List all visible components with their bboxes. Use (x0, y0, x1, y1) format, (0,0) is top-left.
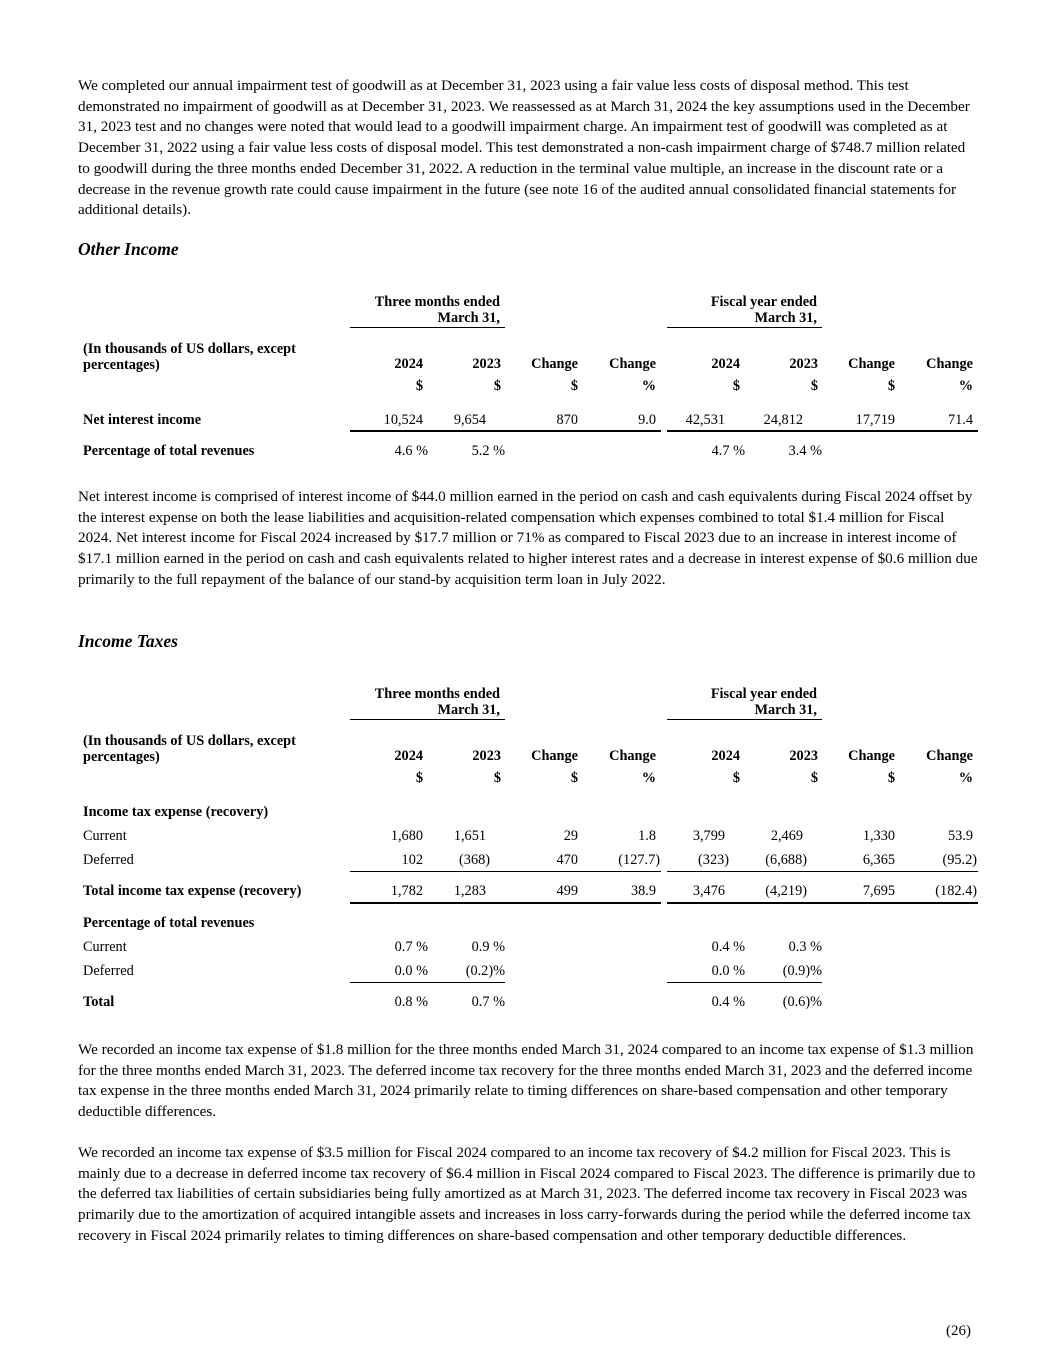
unit-label: $ (415, 378, 423, 394)
col-header: 2024 (711, 356, 740, 372)
row-label: Deferred (83, 963, 134, 979)
table-cell: 470 (556, 852, 578, 868)
table-cell: 1,283 (453, 883, 486, 899)
row-label: Current (83, 828, 127, 844)
table-cell: 0.7 % (471, 994, 505, 1010)
unit-label: % (641, 378, 656, 394)
col-header: Change (848, 356, 895, 372)
income-taxes-heading: Income Taxes (78, 631, 178, 651)
table-cell: 0.7 % (394, 939, 428, 955)
unit-label: $ (415, 770, 423, 786)
table-cell: 0.4 % (711, 994, 745, 1010)
table-cell: 1,782 (390, 883, 423, 899)
table-cell: (0.6)% (782, 994, 822, 1010)
col-header: Change (531, 356, 578, 372)
unit-label: $ (810, 378, 818, 394)
table-cell: (0.2)% (465, 963, 505, 979)
table-cell: 3,799 (692, 828, 725, 844)
table-row-current (78, 827, 978, 849)
table-cell: 1,330 (862, 828, 895, 844)
table-row-pct-current (78, 938, 978, 960)
table-row-percentage-of-revenues (78, 442, 978, 464)
col-header: Change (609, 356, 656, 372)
unit-label: $ (887, 770, 895, 786)
unit-label: % (958, 378, 973, 394)
table-cell: (127.7) (618, 852, 660, 868)
group-header-three-months: Three months ended March 31, (374, 686, 500, 718)
table-cell: 7,695 (862, 883, 895, 899)
table-row-pct-deferred (78, 962, 978, 984)
table-cell: 3,476 (692, 883, 725, 899)
unit-label: $ (570, 770, 578, 786)
table-cell: (368) (459, 852, 490, 868)
unit-label: $ (570, 378, 578, 394)
unit-label: $ (732, 378, 740, 394)
table-cell: 102 (401, 852, 423, 868)
table-cell: (0.9)% (782, 963, 822, 979)
col-header: 2023 (789, 748, 818, 764)
unit-row (78, 769, 978, 791)
year-header-row (78, 355, 978, 377)
unit-row (78, 377, 978, 399)
table-cell: 0.9 % (471, 939, 505, 955)
table-cell: 38.9 (630, 883, 656, 899)
table-cell: 9,654 (453, 412, 486, 428)
table-cell: 0.4 % (711, 939, 745, 955)
col-header: Change (926, 748, 973, 764)
col-header: Change (848, 748, 895, 764)
col-header: 2023 (472, 356, 501, 372)
label-column-header: (In thousands of US dollars, except percentages) (83, 341, 296, 373)
other-income-table (78, 290, 978, 459)
table-cell: 0.0 % (711, 963, 745, 979)
tax-paragraph-2: We recorded an income tax expense of $3.5 million for Fiscal 2024 compared to an income tax recovery of $4.2 million for Fiscal 2023. This is mainly due to a decrease in deferred income tax recovery of $6.4 million in Fiscal 2024 compared to Fiscal 2023. The difference is primarily due to the deferred tax liabilities of certain subsidiaries being fully amortized as at March 31, 2023. The deferred income tax recovery in Fiscal 2023 was primarily due to the amortization of acquired intangible assets and increases in loss carry-forwards during the period while the deferred income tax recovery in Fiscal 2024 primarily relates to timing differences on share-based compensation and other temporary deductible differences. (78, 1144, 976, 1244)
unit-label: $ (493, 770, 501, 786)
unit-label: % (958, 770, 973, 786)
table-cell: 17,719 (855, 412, 895, 428)
table-cell: 42,531 (685, 412, 725, 428)
table-cell: 4.6 % (394, 443, 428, 459)
col-header: 2024 (711, 748, 740, 764)
table-cell: 0.3 % (788, 939, 822, 955)
table-cell: (95.2) (942, 852, 977, 868)
table-cell: 1,651 (453, 828, 486, 844)
table-cell: 870 (556, 412, 578, 428)
table-cell: 24,812 (763, 412, 803, 428)
col-header: 2024 (394, 748, 423, 764)
section-label-expense: Income tax expense (recovery) (83, 804, 269, 820)
table-cell: 71.4 (947, 412, 973, 428)
table-cell: 0.8 % (394, 994, 428, 1010)
col-header: Change (609, 748, 656, 764)
row-label: Current (83, 939, 127, 955)
table-cell: (6,688) (765, 852, 807, 868)
col-header: 2024 (394, 356, 423, 372)
table-cell: 6,365 (862, 852, 895, 868)
table-cell: 10,524 (383, 412, 423, 428)
income-taxes-table (78, 682, 978, 1022)
unit-label: % (641, 770, 656, 786)
label-column-header: (In thousands of US dollars, except percentages) (83, 733, 296, 765)
table-cell: 53.9 (947, 828, 973, 844)
table-cell: (182.4) (935, 883, 977, 899)
row-label: Total income tax expense (recovery) (83, 883, 302, 899)
col-header: 2023 (472, 748, 501, 764)
intro-paragraph: We completed our annual impairment test of goodwill as at December 31, 2023 using a fair value less costs of disposal method. This test demonstrated no impairment of goodwill as at December 31, 2023. We reassessed as at March 31, 2024 the key assumptions used in the December 31, 2023 test and no changes were noted that would lead to a goodwill impairment charge. An impairment test of goodwill was completed as at December 31, 2022 using a fair value less costs of disposal model. This test demonstrated a non-cash impairment charge of $748.7 million related to goodwill during the three months ended December 31, 2022. A reduction in the terminal value multiple, an increase in the discount rate or a decrease in the revenue growth rate could cause impairment in the future (see note 16 of the audited annual consolidated financial statements for additional details). (78, 77, 970, 219)
table-cell: 0.0 % (394, 963, 428, 979)
group-header-fiscal-year: Fiscal year ended March 31, (710, 294, 817, 326)
table-row-deferred (78, 851, 978, 873)
col-header: Change (531, 748, 578, 764)
table-cell: 499 (556, 883, 578, 899)
unit-label: $ (493, 378, 501, 394)
unit-label: $ (887, 378, 895, 394)
row-label: Total (83, 994, 115, 1010)
other-income-paragraph: Net interest income is comprised of interest income of $44.0 million earned in the period on cash and cash equivalents during Fiscal 2024 offset by the interest expense on both the lease liabilities and acquisition-related compensation which expenses combined to total $1.4 million for Fiscal 2024. Net interest income for Fiscal 2024 increased by $17.7 million or 71% as compared to Fiscal 2023 due to an increase in interest income of $17.1 million earned in the period on cash and cash equivalents related to higher interest rates and a decrease in interest expense of $0.6 million due primarily to the full repayment of the balance of our stand-by acquisition term loan in July 2022. (78, 488, 978, 588)
page-number: (26) (946, 1323, 971, 1339)
tax-paragraph-1: We recorded an income tax expense of $1.8 million for the three months ended March 31, 2024 compared to an income tax expense of $1.3 million for the three months ended March 31, 2023. The deferred income tax recovery for the three months ended March 31, 2023 and the deferred income tax expense in the three months ended March 31, 2024 primarily relate to timing differences on share-based compensation and other temporary deductible differences. (78, 1041, 974, 1121)
row-label: Net interest income (83, 412, 202, 428)
table-cell: (4,219) (765, 883, 807, 899)
row-label: Deferred (83, 852, 134, 868)
year-header-row (78, 747, 978, 769)
table-cell: 1.8 (638, 828, 656, 844)
group-header-fiscal-year: Fiscal year ended March 31, (710, 686, 817, 718)
table-cell: 5.2 % (471, 443, 505, 459)
table-cell: 2,469 (770, 828, 803, 844)
col-header: Change (926, 356, 973, 372)
table-cell: 4.7 % (711, 443, 745, 459)
table-cell: (323) (698, 852, 729, 868)
unit-label: $ (732, 770, 740, 786)
unit-label: $ (810, 770, 818, 786)
other-income-heading: Other Income (78, 239, 179, 259)
table-cell: 3.4 % (788, 443, 822, 459)
table-cell: 1,680 (390, 828, 423, 844)
table-row-pct-total (78, 993, 978, 1015)
table-row-total-expense (78, 882, 978, 904)
row-label: Percentage of total revenues (83, 443, 255, 459)
section-label-percentage: Percentage of total revenues (83, 915, 255, 931)
group-header-three-months: Three months ended March 31, (374, 294, 500, 326)
col-header: 2023 (789, 356, 818, 372)
table-cell: 29 (563, 828, 578, 844)
table-cell: 9.0 (638, 412, 656, 428)
